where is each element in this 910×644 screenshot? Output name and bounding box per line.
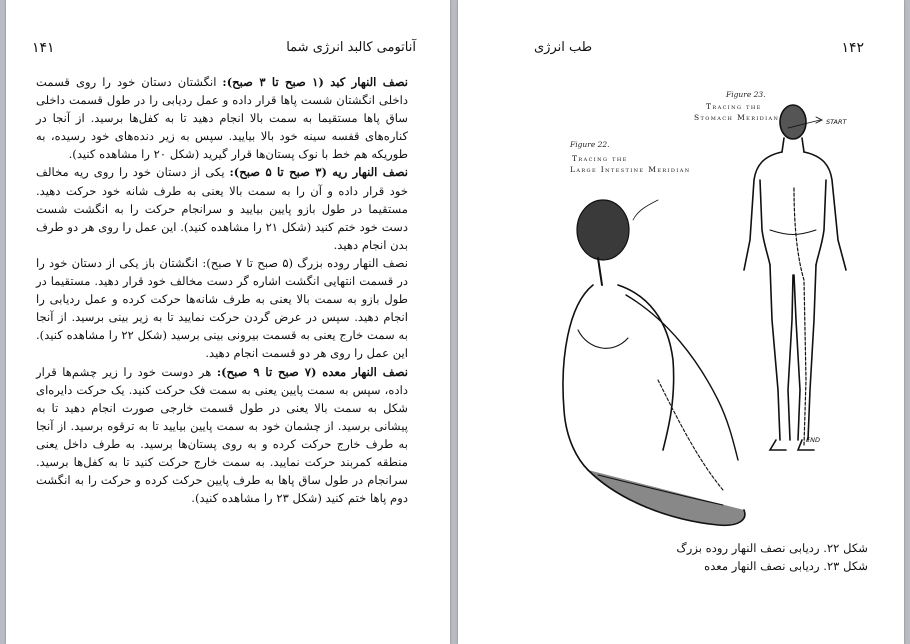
figure-22-title-line2: Large Intestine Meridian: [570, 165, 691, 174]
caption-figure-23: شکل ۲۳. ردیابی نصف النهار معده: [704, 559, 868, 573]
running-head: طب انرژی: [534, 40, 593, 55]
paragraph-lung: نصف النهار ریه (۳ صبح تا ۵ صبح): یکی از دستان خود را روی ریه مخالف خود قرار داده و آن را به سمت بالا یعنی به طرف شانه خود حرکت دهید. مستقیما در طول بازو پایین بیایید و سرانجام حرکت را به انگشت شست دست خود ختم کنید (شکل ۲۱ را مشاهده کنید). این عمل را روی هر دو طرف بدن انجام دهید.: [36, 165, 408, 252]
standing-figure: [744, 105, 846, 450]
page-142: [458, 0, 904, 644]
meridian-illustration: [558, 80, 878, 540]
figure-23-title-line2: Stomach Meridian: [694, 113, 780, 122]
figure-captions: [488, 539, 868, 575]
page-number: ۱۴۲: [841, 40, 864, 56]
start-label: START: [826, 118, 847, 126]
paragraph-liver: نصف النهار کبد (۱ صبح تا ۳ صبح): انگشتان دستان خود را روی قسمت داخلی انگشتان شست پاها قرار داده و عمل ردیابی را در طول قسمت داخلی ساق پاها مستقیما به سمت بالا انجام دهید تا به کفل‌ها برسید. از آنجا در کناره‌های قفسه سینه خود بالا بیایید. سپس به زیر دنده‌های خود رسیده، به طوریکه هم خط با نوک پستان‌ها قرار گیرید (شکل ۲۰ را مشاهده کنید).: [36, 75, 408, 162]
caption-figure-22: شکل ۲۲. ردیابی نصف النهار روده بزرگ: [676, 541, 868, 555]
figure-23-title-line1: Tracing the: [706, 102, 762, 111]
figure-22-label: Figure 22.: [570, 140, 610, 149]
paragraph-stomach: نصف النهار معده (۷ صبح تا ۹ صبح): هر دوست خود را زیر چشم‌ها قرار داده، سپس به سمت پایین یعنی به سمت فک حرکت کنید. یک حرکت دایره‌ای شکل به سمت بالا یعنی در طول قسمت خارجی صورت انجام دهید تا به پیشانی برسید. از چشمان خود به سمت پایین بیایید تا به ترقوه برسید. از آنجا به طرف خارج حرکت کرده و به روی پستان‌ها برسید. به طرف داخل یعنی منطقه کمربند حرکت نمایید. به سمت خارج حرکت کنید تا به کفل‌ها برسید. سرانجام در طول ساق پاها به طرف پایین حرکت کرده و حرکت را به انگشت دوم پاها ختم کنید (شکل ۲۳ را مشاهده کنید).: [36, 364, 408, 506]
paragraph-large-intestine: نصف النهار روده بزرگ (۵ صبح تا ۷ صبح): انگشتان باز یکی از دستان خود را در قسمت انتهایی انگشت اشاره گر دست مخالف خود قرار دهید. مستقیما در طول بازو به سمت بالا یعنی به طرف شانه‌ها حرکت کرده و عمل ردیابی را انجام دهید. سپس در عرض گردن حرکت نمایید تا به زیر بینی برسید. از آنجا به سمت خارج یعنی به قسمت بیرونی بینی برسید (شکل ۲۲ را مشاهده کنید). این عمل را روی هر دو قسمت انجام دهید.: [36, 255, 409, 361]
body-text: [36, 73, 408, 507]
seated-figure: [563, 200, 745, 525]
page-number: ۱۴۱: [32, 40, 55, 56]
figure-23-label: Figure 23.: [726, 90, 766, 99]
figure-22-title-line1: Tracing the: [572, 154, 628, 163]
running-head: آناتومی کالبد انرژی شما: [286, 40, 416, 55]
page-141: [6, 0, 450, 644]
end-label: END: [806, 436, 820, 444]
meridian-drawing: [558, 80, 878, 540]
